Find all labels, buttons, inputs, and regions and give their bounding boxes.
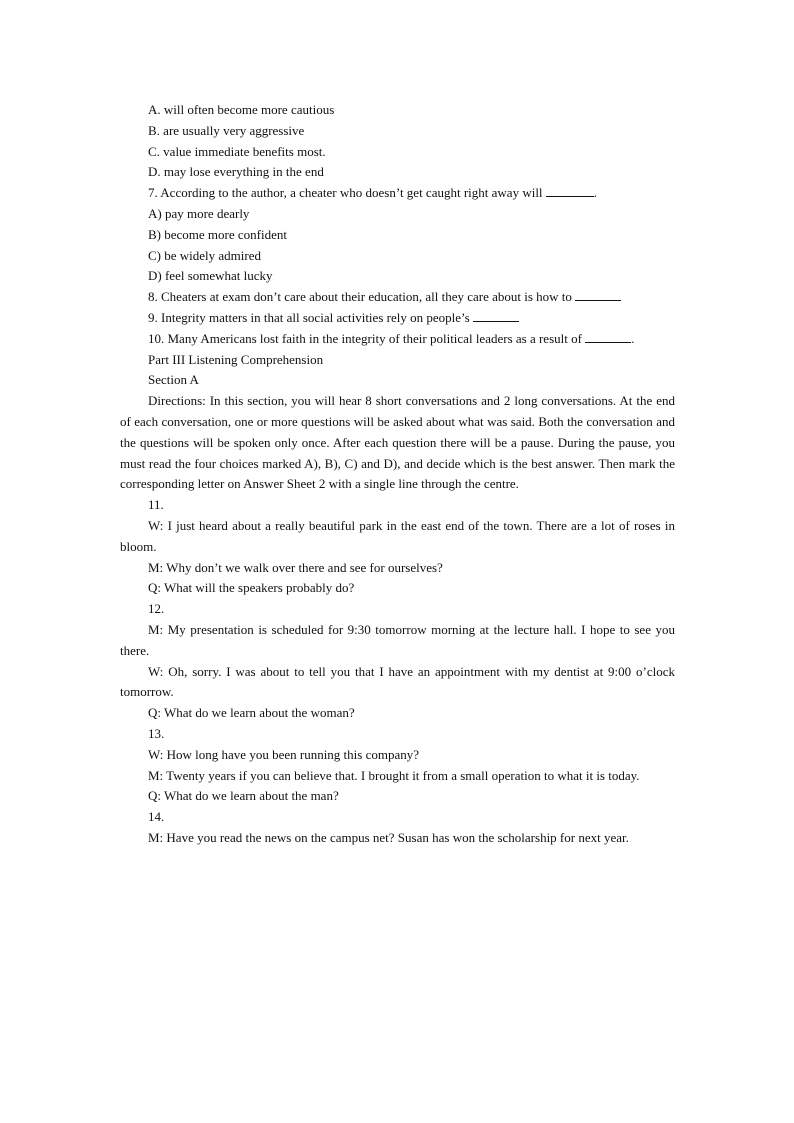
q9-answer-blank <box>473 309 519 322</box>
q7-answer-blank <box>546 184 594 197</box>
q7-option-a: A) pay more dearly <box>148 205 250 221</box>
q9-stem: 9. Integrity matters in that all social activities rely on people’s <box>148 309 470 325</box>
q6-option-b: B. are usually very aggressive <box>148 122 305 138</box>
q8-question <box>120 287 675 308</box>
q6-option-c: C. value immediate benefits most. <box>148 143 326 159</box>
q7-end: . <box>593 185 598 201</box>
c14-man: M: Have you read the news on the campus net? Susan has won the scholarship for next year. <box>148 829 629 845</box>
q8-stem: 8. Cheaters at exam don’t care about their education, all they care about is how to <box>148 289 572 305</box>
c12-number: 12. <box>148 601 165 617</box>
q9-question <box>120 308 675 329</box>
q7-option-c: C) be widely admired <box>148 247 261 263</box>
q10-end: . <box>631 330 635 346</box>
c11-number: 11. <box>148 497 164 513</box>
q8-answer-blank <box>575 288 621 301</box>
section-a-title: Section A <box>148 372 199 388</box>
part3-title: Part III Listening Comprehension <box>148 351 324 367</box>
q7-option-d: D) feel somewhat lucky <box>148 268 273 284</box>
c11-woman: W: I just heard about a really beautiful park in the east end of the town. There are a lot of roses in bloom. <box>120 517 679 554</box>
c11-man: M: Why don’t we walk over there and see for ourselves? <box>148 559 443 575</box>
c13-number: 13. <box>148 725 165 741</box>
c14-number: 14. <box>148 809 165 825</box>
c13-woman: W: How long have you been running this company? <box>148 746 420 762</box>
q7-question <box>120 183 675 204</box>
q6-option-a: A. will often become more cautious <box>148 102 335 117</box>
q6-option-d: D. may lose everything in the end <box>148 164 324 180</box>
c11-question: Q: What will the speakers probably do? <box>148 580 355 596</box>
c12-question: Q: What do we learn about the woman? <box>148 705 355 721</box>
q7-option-b: B) become more confident <box>148 226 287 242</box>
q10-stem: 10. Many Americans lost faith in the integrity of their political leaders as a result of <box>148 330 582 346</box>
q10-question <box>120 329 675 350</box>
document-page <box>120 100 679 849</box>
c13-question: Q: What do we learn about the man? <box>148 788 339 804</box>
c13-man: M: Twenty years if you can believe that. I brought it from a small operation to what it is today. <box>148 767 640 783</box>
directions: Directions: In this section, you will hear 8 short conversations and 2 long conversations. At the end of each conversation, one or more questions will be asked about what was said. Both the conversation and the questions will be spoken only once. After each question there will be a pause. During the pause, you must read the four choices marked A), B), C) and D), and decide which is the best answer. Then mark the corresponding letter on Answer Sheet 2 with a single line through the centre. <box>120 393 679 492</box>
q7-stem: 7. According to the author, a cheater who doesn’t get caught right away will <box>148 185 543 201</box>
q10-answer-blank <box>585 330 631 343</box>
c12-woman: W: Oh, sorry. I was about to tell you that I have an appointment with my dentist at 9:00 o’clock tomorrow. <box>120 663 679 700</box>
c12-man: M: My presentation is scheduled for 9:30 tomorrow morning at the lecture hall. I hope to see you there. <box>120 621 679 658</box>
